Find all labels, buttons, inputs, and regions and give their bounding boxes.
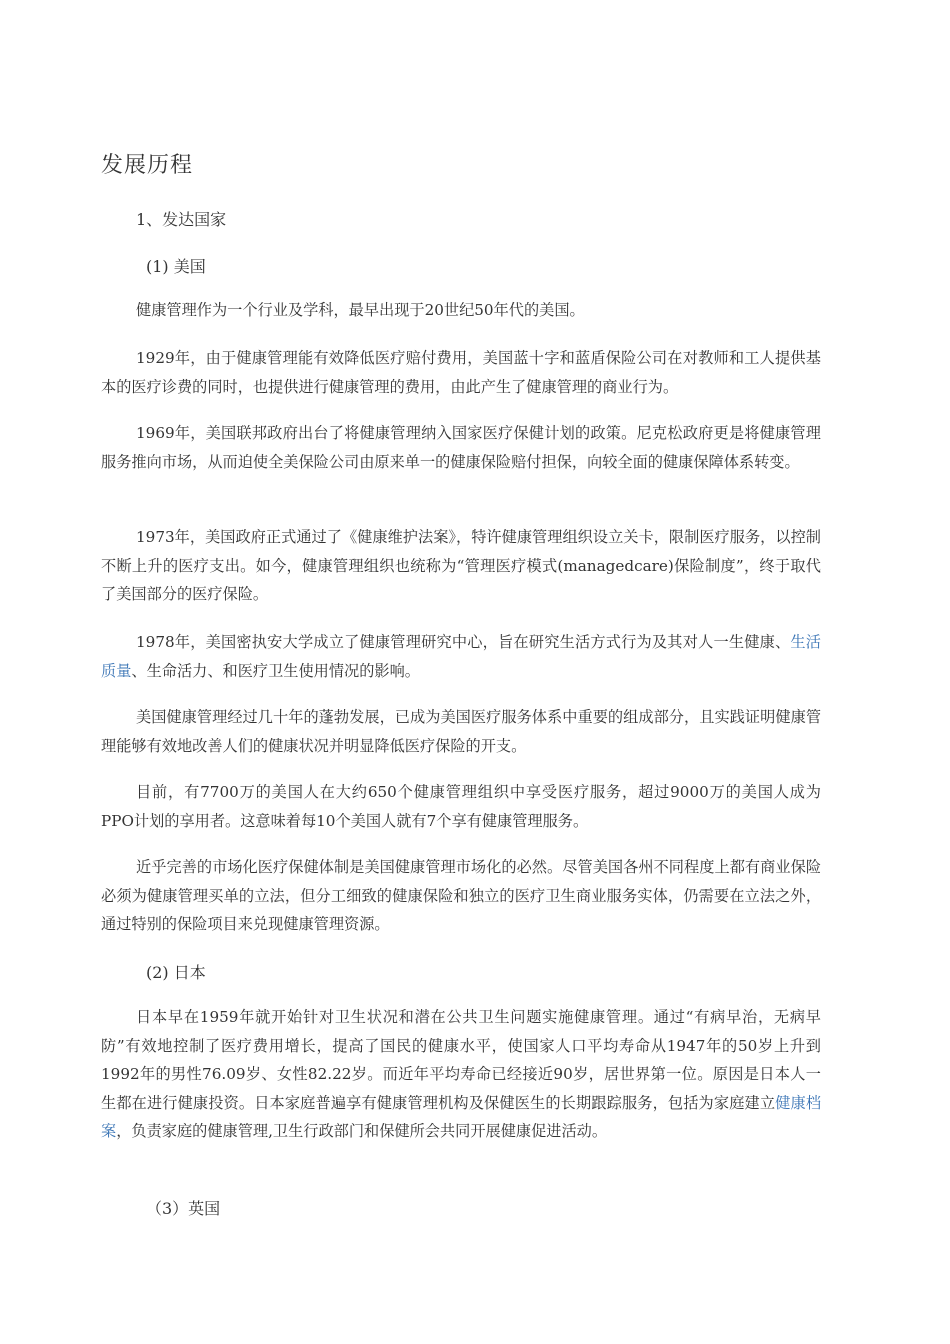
paragraph-japan-1-text-b: ，负责家庭的健康管理,卫生行政部门和保健所会共同开展健康促进活动。 xyxy=(116,1122,608,1140)
paragraph-usa-8: 近乎完善的市场化医疗保健体制是美国健康管理市场化的必然。尽管美国各州不同程度上都有商业保险必须为健康管理买单的立法，但分工细致的健康保险和独立的医疗卫生商业服务实体，仍需要在立法之外，通过特别的保险项目来兑现健康管理资源。 xyxy=(101,858,821,933)
paragraph-usa-5 xyxy=(101,628,821,685)
paragraph-usa-5-text-b: 、生命活力、和医疗卫生使用情况的影响。 xyxy=(131,661,420,680)
link-quality-of-life[interactable]: 生活质量 xyxy=(101,633,821,680)
subsection-heading-uk: （3）英国 xyxy=(146,1199,221,1218)
paragraph-usa-4: 1973年，美国政府正式通过了《健康维护法案》，特许健康管理组织设立关卡，限制医疗服务，以控制不断上升的医疗支出。如今，健康管理组织也统称为“管理医疗模式(managedcare)保险制度”，终于取代了美国部分的医疗保险。 xyxy=(101,528,821,603)
paragraph-usa-3: 1969年，美国联邦政府出台了将健康管理纳入国家医疗保健计划的政策。尼克松政府更是将健康管理服务推向市场，从而迫使全美保险公司由原来单一的健康保险赔付担保，向较全面的健康保障体系转变。 xyxy=(101,424,821,471)
section-heading-developed-countries: 1、发达国家 xyxy=(136,210,227,229)
page-title: 发展历程 xyxy=(101,153,194,178)
paragraph-usa-6: 美国健康管理经过几十年的蓬勃发展，已成为美国医疗服务体系中重要的组成部分，且实践证明健康管理能够有效地改善人们的健康状况并明显降低医疗保险的开支。 xyxy=(101,708,821,755)
paragraph-usa-7: 目前，有7700万的美国人在大约650个健康管理组织中享受医疗服务，超过9000万的美国人成为PPO计划的享用者。这意味着每10个美国人就有7个享有健康管理服务。 xyxy=(101,783,821,830)
subsection-heading-japan: (2) 日本 xyxy=(146,963,206,982)
paragraph-usa-2: 1929年，由于健康管理能有效降低医疗赔付费用，美国蓝十字和蓝盾保险公司在对教师和工人提供基本的医疗诊费的同时，也提供进行健康管理的费用，由此产生了健康管理的商业行为。 xyxy=(101,349,821,396)
paragraph-usa-1: 健康管理作为一个行业及学科，最早出现于20世纪50年代的美国。 xyxy=(136,301,585,319)
paragraph-japan-1-text-a: 日本早在1959年就开始针对卫生状况和潜在公共卫生问题实施健康管理。通过“有病早治，无病早防”有效地控制了医疗费用增长，提高了国民的健康水平，使国家人口平均寿命从1947年的50岁上升到1992年的男性76.09岁、女性82.22岁。而近年平均寿命已经接近90岁，居世界第一位。原因是日本人一生都在进行健康投资。日本家庭普遍享有健康管理机构及保健医生的长期跟踪服务，包括为家庭建立 xyxy=(101,1008,821,1112)
link-health-records[interactable]: 健康档案 xyxy=(101,1093,822,1140)
paragraph-usa-5-text-a: 1978年，美国密执安大学成立了健康管理研究中心，旨在研究生活方式行为及其对人一生健康、 xyxy=(136,633,791,651)
paragraph-japan-1 xyxy=(101,1003,821,1146)
subsection-heading-usa: (1) 美国 xyxy=(146,257,206,276)
